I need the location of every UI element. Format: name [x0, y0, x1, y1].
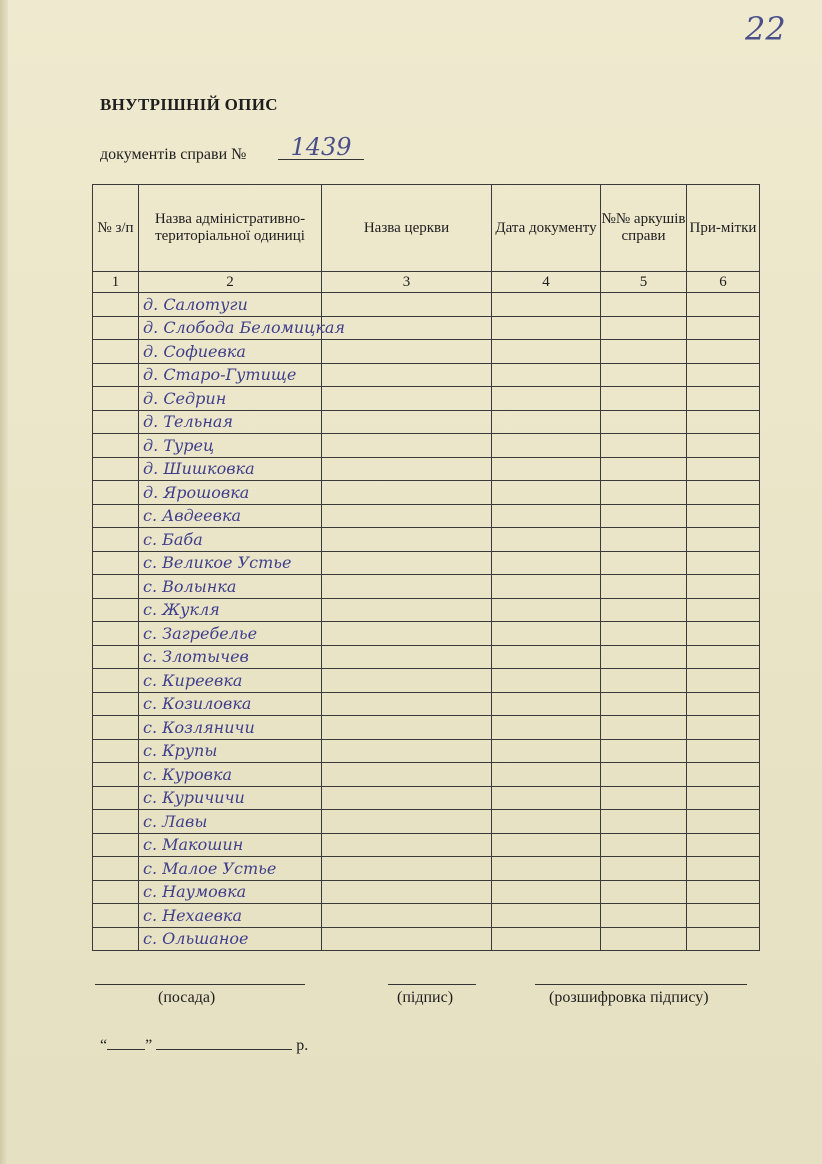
- month-blank: [156, 1035, 292, 1050]
- empty-cell: [492, 927, 601, 951]
- empty-cell: [322, 927, 492, 951]
- unit-name-cell: с. Нехаевка: [139, 904, 322, 928]
- table-row: [93, 857, 760, 881]
- empty-cell: [322, 669, 492, 693]
- empty-cell: [322, 857, 492, 881]
- empty-cell: [601, 387, 687, 411]
- empty-cell: [492, 457, 601, 481]
- empty-cell: [687, 880, 760, 904]
- empty-cell: [93, 645, 139, 669]
- empty-cell: [601, 810, 687, 834]
- table-row: [93, 739, 760, 763]
- unit-name-cell: с. Малое Устье: [139, 857, 322, 881]
- unit-name-cell: с. Крупы: [139, 739, 322, 763]
- unit-name-cell: с. Куричичи: [139, 786, 322, 810]
- date-close-quote: ”: [145, 1037, 153, 1054]
- empty-cell: [492, 904, 601, 928]
- empty-cell: [601, 363, 687, 387]
- empty-cell: [322, 551, 492, 575]
- unit-name-cell: с. Наумовка: [139, 880, 322, 904]
- empty-cell: [93, 904, 139, 928]
- empty-cell: [492, 622, 601, 646]
- empty-cell: [322, 833, 492, 857]
- empty-cell: [687, 739, 760, 763]
- empty-cell: [492, 410, 601, 434]
- empty-cell: [93, 927, 139, 951]
- empty-cell: [93, 833, 139, 857]
- empty-cell: [492, 528, 601, 552]
- empty-cell: [322, 692, 492, 716]
- unit-name-cell: с. Лавы: [139, 810, 322, 834]
- table-row: [93, 528, 760, 552]
- page-number: 22: [745, 10, 786, 48]
- empty-cell: [93, 387, 139, 411]
- unit-name-cell: д. Ярошовка: [139, 481, 322, 505]
- empty-cell: [687, 598, 760, 622]
- table-row: [93, 692, 760, 716]
- table-row: [93, 340, 760, 364]
- header-number: № з/п: [93, 185, 139, 272]
- empty-cell: [93, 857, 139, 881]
- empty-cell: [601, 692, 687, 716]
- empty-cell: [687, 551, 760, 575]
- decoding-line: [535, 984, 747, 985]
- table-row: [93, 927, 760, 951]
- table-row: [93, 410, 760, 434]
- day-blank: [107, 1035, 145, 1050]
- empty-cell: [93, 669, 139, 693]
- empty-cell: [492, 857, 601, 881]
- column-number: 3: [322, 272, 492, 293]
- empty-cell: [93, 434, 139, 458]
- table-row: [93, 763, 760, 787]
- empty-cell: [687, 904, 760, 928]
- empty-cell: [687, 575, 760, 599]
- empty-cell: [93, 504, 139, 528]
- empty-cell: [687, 692, 760, 716]
- unit-name-cell: д. Старо-Гутище: [139, 363, 322, 387]
- table-row: [93, 622, 760, 646]
- empty-cell: [687, 434, 760, 458]
- empty-cell: [93, 880, 139, 904]
- empty-cell: [687, 716, 760, 740]
- empty-cell: [322, 457, 492, 481]
- empty-cell: [322, 880, 492, 904]
- empty-cell: [601, 880, 687, 904]
- empty-cell: [93, 716, 139, 740]
- unit-name-cell: д. Тельная: [139, 410, 322, 434]
- position-label: (посада): [158, 989, 216, 1006]
- empty-cell: [687, 387, 760, 411]
- empty-cell: [322, 293, 492, 317]
- empty-cell: [601, 739, 687, 763]
- unit-name-cell: д. Шишковка: [139, 457, 322, 481]
- column-number: 1: [93, 272, 139, 293]
- table-row: [93, 645, 760, 669]
- empty-cell: [601, 340, 687, 364]
- empty-cell: [322, 340, 492, 364]
- empty-cell: [322, 904, 492, 928]
- empty-cell: [492, 551, 601, 575]
- empty-cell: [93, 363, 139, 387]
- table-row: [93, 810, 760, 834]
- empty-cell: [601, 316, 687, 340]
- unit-name-cell: с. Волынка: [139, 575, 322, 599]
- empty-cell: [601, 457, 687, 481]
- empty-cell: [93, 551, 139, 575]
- empty-cell: [93, 340, 139, 364]
- empty-cell: [322, 786, 492, 810]
- empty-cell: [687, 410, 760, 434]
- empty-cell: [93, 739, 139, 763]
- empty-cell: [601, 927, 687, 951]
- empty-cell: [322, 645, 492, 669]
- table-row: [93, 293, 760, 317]
- empty-cell: [492, 340, 601, 364]
- empty-cell: [93, 316, 139, 340]
- empty-cell: [322, 763, 492, 787]
- table-row: [93, 575, 760, 599]
- empty-cell: [687, 457, 760, 481]
- unit-name-cell: с. Авдеевка: [139, 504, 322, 528]
- empty-cell: [601, 481, 687, 505]
- empty-cell: [492, 598, 601, 622]
- empty-cell: [687, 810, 760, 834]
- empty-cell: [322, 598, 492, 622]
- table-row: [93, 387, 760, 411]
- position-line: [95, 984, 305, 985]
- table-row: [93, 880, 760, 904]
- table-row: [93, 316, 760, 340]
- empty-cell: [601, 410, 687, 434]
- unit-name-cell: с. Злотычев: [139, 645, 322, 669]
- empty-cell: [492, 363, 601, 387]
- empty-cell: [492, 669, 601, 693]
- empty-cell: [601, 622, 687, 646]
- table-row: [93, 598, 760, 622]
- empty-cell: [601, 763, 687, 787]
- empty-cell: [687, 645, 760, 669]
- unit-name-cell: д. Седрин: [139, 387, 322, 411]
- empty-cell: [492, 786, 601, 810]
- document-subtitle: документів справи №: [100, 146, 247, 163]
- table-row: [93, 551, 760, 575]
- unit-name-cell: с. Куровка: [139, 763, 322, 787]
- unit-name-cell: с. Жукля: [139, 598, 322, 622]
- signature-line: [388, 984, 476, 985]
- empty-cell: [687, 786, 760, 810]
- empty-cell: [687, 833, 760, 857]
- table-row: [93, 904, 760, 928]
- unit-name-cell: с. Баба: [139, 528, 322, 552]
- empty-cell: [492, 763, 601, 787]
- empty-cell: [687, 504, 760, 528]
- empty-cell: [601, 833, 687, 857]
- table-row: [93, 504, 760, 528]
- empty-cell: [687, 481, 760, 505]
- empty-cell: [492, 316, 601, 340]
- empty-cell: [322, 622, 492, 646]
- empty-cell: [687, 528, 760, 552]
- empty-cell: [601, 434, 687, 458]
- date-open-quote: “: [100, 1037, 108, 1054]
- empty-cell: [687, 669, 760, 693]
- empty-cell: [492, 692, 601, 716]
- unit-name-cell: д. Турец: [139, 434, 322, 458]
- empty-cell: [687, 340, 760, 364]
- document-title: ВНУТРІШНІЙ ОПИС: [100, 95, 278, 114]
- empty-cell: [492, 293, 601, 317]
- empty-cell: [601, 551, 687, 575]
- empty-cell: [322, 810, 492, 834]
- empty-cell: [492, 810, 601, 834]
- empty-cell: [601, 598, 687, 622]
- empty-cell: [93, 692, 139, 716]
- table-row: [93, 716, 760, 740]
- unit-name-cell: с. Козиловка: [139, 692, 322, 716]
- empty-cell: [93, 410, 139, 434]
- unit-name-cell: д. Слобода Беломицкая: [139, 316, 322, 340]
- table-row: [93, 363, 760, 387]
- paper-edge: [0, 0, 8, 1164]
- column-number: 6: [687, 272, 760, 293]
- empty-cell: [687, 622, 760, 646]
- unit-name-cell: с. Загребелье: [139, 622, 322, 646]
- unit-name-cell: с. Ольшаное: [139, 927, 322, 951]
- empty-cell: [601, 716, 687, 740]
- empty-cell: [601, 645, 687, 669]
- empty-cell: [687, 363, 760, 387]
- empty-cell: [601, 904, 687, 928]
- column-number: 5: [601, 272, 687, 293]
- unit-name-cell: с. Козляничи: [139, 716, 322, 740]
- header-sheet-numbers: №№ аркушів справи: [601, 185, 687, 272]
- empty-cell: [322, 316, 492, 340]
- empty-cell: [492, 575, 601, 599]
- table-row: [93, 833, 760, 857]
- empty-cell: [322, 716, 492, 740]
- empty-cell: [492, 833, 601, 857]
- column-number-row: [93, 272, 760, 293]
- column-number: 2: [139, 272, 322, 293]
- empty-cell: [687, 763, 760, 787]
- empty-cell: [93, 528, 139, 552]
- empty-cell: [492, 716, 601, 740]
- empty-cell: [492, 434, 601, 458]
- header-document-date: Дата документу: [492, 185, 601, 272]
- empty-cell: [601, 669, 687, 693]
- table-row: [93, 434, 760, 458]
- empty-cell: [93, 622, 139, 646]
- table-row: [93, 457, 760, 481]
- empty-cell: [492, 387, 601, 411]
- decoding-label: (розшифровка підпису): [549, 989, 709, 1006]
- empty-cell: [601, 786, 687, 810]
- case-number: 1439: [278, 133, 364, 160]
- empty-cell: [93, 598, 139, 622]
- empty-cell: [93, 810, 139, 834]
- empty-cell: [322, 575, 492, 599]
- empty-cell: [687, 293, 760, 317]
- empty-cell: [601, 857, 687, 881]
- empty-cell: [93, 575, 139, 599]
- empty-cell: [93, 481, 139, 505]
- empty-cell: [601, 293, 687, 317]
- table-row: [93, 669, 760, 693]
- inventory-table: [92, 184, 760, 951]
- empty-cell: [492, 880, 601, 904]
- empty-cell: [322, 739, 492, 763]
- empty-cell: [322, 528, 492, 552]
- unit-name-cell: с. Киреевка: [139, 669, 322, 693]
- header-church-name: Назва церкви: [322, 185, 492, 272]
- empty-cell: [492, 645, 601, 669]
- empty-cell: [93, 786, 139, 810]
- empty-cell: [601, 504, 687, 528]
- empty-cell: [322, 363, 492, 387]
- empty-cell: [93, 293, 139, 317]
- empty-cell: [601, 528, 687, 552]
- empty-cell: [322, 434, 492, 458]
- empty-cell: [492, 504, 601, 528]
- empty-cell: [93, 457, 139, 481]
- signature-label: (підпис): [397, 989, 454, 1006]
- empty-cell: [601, 575, 687, 599]
- empty-cell: [93, 763, 139, 787]
- empty-cell: [322, 504, 492, 528]
- table-header-row: [93, 185, 760, 272]
- empty-cell: [322, 387, 492, 411]
- empty-cell: [687, 316, 760, 340]
- table-row: [93, 481, 760, 505]
- empty-cell: [492, 481, 601, 505]
- empty-cell: [322, 481, 492, 505]
- year-suffix: р.: [296, 1037, 309, 1054]
- header-unit-name: Назва адміністративно-територіальної одиниці: [139, 185, 322, 272]
- header-notes: При-мітки: [687, 185, 760, 272]
- unit-name-cell: д. Софиевка: [139, 340, 322, 364]
- unit-name-cell: с. Макошин: [139, 833, 322, 857]
- empty-cell: [322, 410, 492, 434]
- unit-name-cell: д. Салотуги: [139, 293, 322, 317]
- table-row: [93, 786, 760, 810]
- date-line: [100, 1035, 308, 1055]
- empty-cell: [492, 739, 601, 763]
- column-number: 4: [492, 272, 601, 293]
- empty-cell: [687, 857, 760, 881]
- empty-cell: [687, 927, 760, 951]
- unit-name-cell: с. Великое Устье: [139, 551, 322, 575]
